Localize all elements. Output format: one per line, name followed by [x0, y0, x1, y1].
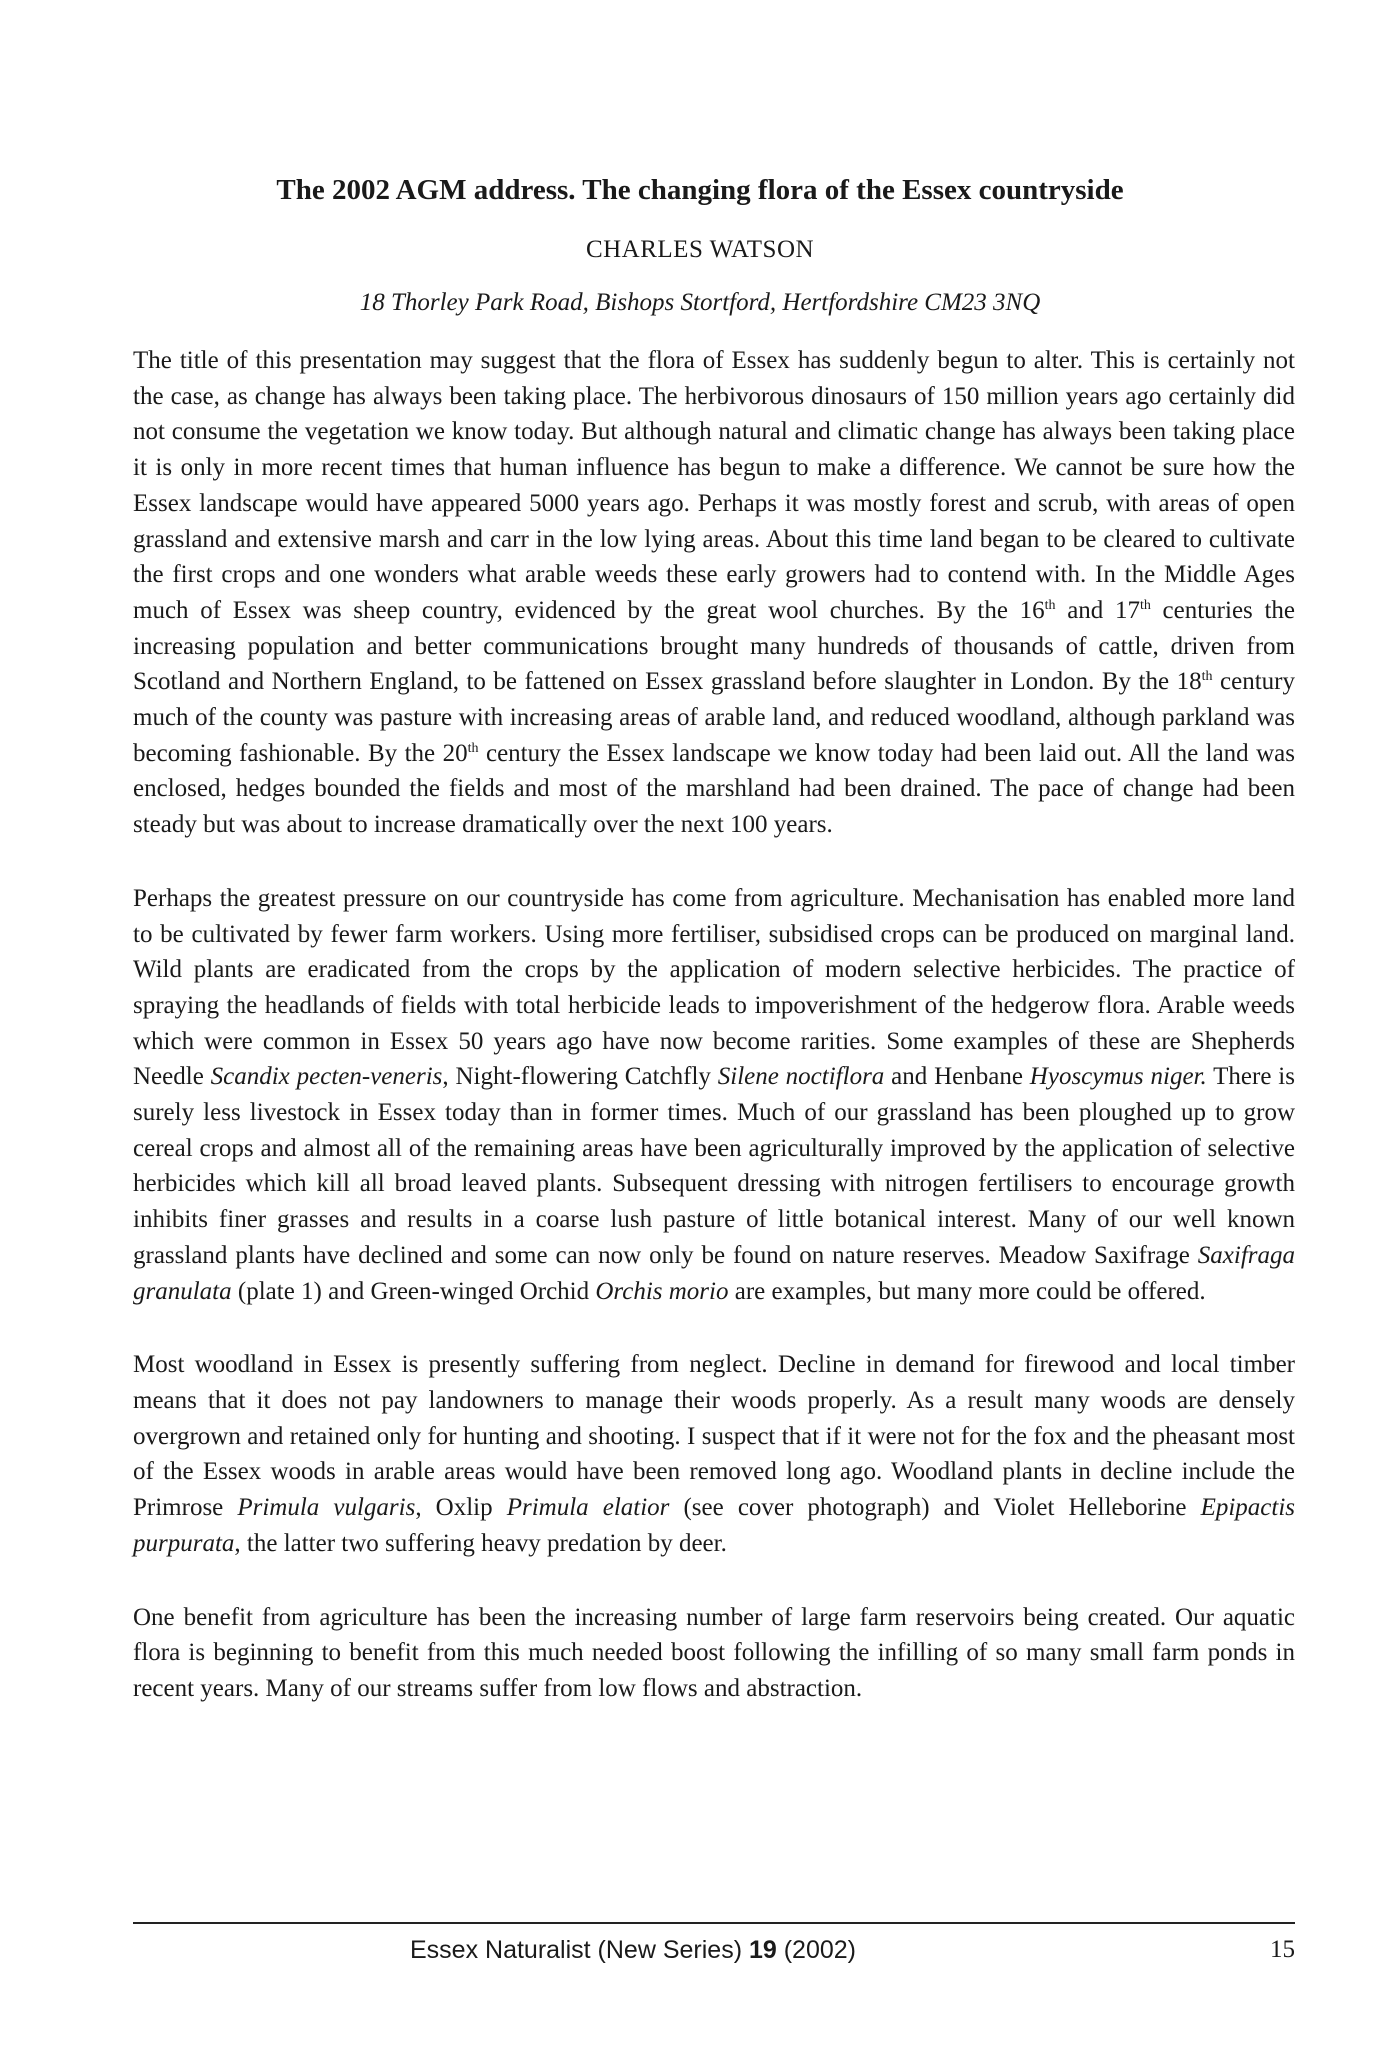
species-name: Primula elatior: [506, 1494, 670, 1522]
text-run: One benefit from agriculture has been the increasing number of large farm reservoirs being created. Our aquatic flora is beginning to benefit from this much needed boost following the infilling of so many small farm ponds in recent years. Many of our streams suffer from low flows and abstraction.: [133, 1603, 1295, 1702]
footer-journal-citation: [133, 1934, 1133, 1966]
text-run: and Henbane: [884, 1063, 1030, 1091]
paragraph: [133, 1600, 1295, 1707]
species-name: Silene noctiflora: [717, 1063, 885, 1091]
text-run: Most woodland in Essex is presently suffering from neglect. Decline in demand for firewood and local timber means that it does not pay landowners to manage their woods properly. As a result many woods are densely overgrown and retained only for hunting and shooting. I suspect that if it were not for the fox and the pheasant most of the Essex woods in arable areas would have been removed long ago. Woodland plants in decline include the Primrose: [133, 1351, 1295, 1522]
author-address: 18 Thorley Park Road, Bishops Stortford, Hertfordshire CM23 3NQ: [359, 289, 1041, 316]
text-run: century the Essex landscape we know today had been laid out. All the land was enclosed, hedges bounded the fields and most of the marshland had been drained. The pace of change had been steady but was about to increase dramatically over the next 100 years.: [133, 739, 1296, 839]
species-name: Scandix pecten-veneris: [210, 1063, 443, 1091]
text-run: (see cover photograph) and Violet Helleborine: [669, 1494, 1201, 1522]
text-run: and 17: [1055, 596, 1140, 624]
text-run: are examples, but many more could be offered.: [728, 1277, 1206, 1305]
species-name: Orchis morio: [595, 1277, 729, 1305]
text-run: , the latter two suffering heavy predation by deer.: [234, 1529, 727, 1557]
text-run: , Night-flowering Catchfly: [442, 1063, 718, 1091]
text-run: Perhaps the greatest pressure on our countryside has come from agriculture. Mechanisation has enabled more land to be cultivated by fewer farm workers. Using more fertiliser, subsidised crops can be produced on marginal land. Wild plants are eradicated from the crops by the application of modern selective herbicides. The practice of spraying the headlands of fields with total herbicide leads to impoverishment of the hedgerow flora. Arable weeds which were common in Essex 50 years ago have now become rarities. Some examples of these are Shepherds Needle: [133, 884, 1295, 1091]
ordinal-superscript: th: [1139, 597, 1151, 613]
journal-volume: 19: [748, 1936, 777, 1964]
paragraph: [133, 1347, 1295, 1561]
journal-year: (2002): [783, 1936, 856, 1964]
text-run: , Oxlip: [415, 1494, 507, 1522]
text-run: The title of this presentation may suggest that the flora of Essex has suddenly begun to alter. This is certainly not the case, as change has always been taking place. The herbivorous dinosaurs of 150 million years ago certainly did not consume the vegetation we know today. But although natural and climatic change has always been taking place it is only in more recent times that human influence has begun to make a difference. We cannot be sure how the Essex landscape would have appeared 5000 years ago. Perhaps it was mostly forest and scrub, with areas of open grassland and extensive marsh and carr in the low lying areas. About this time land began to be cleared to cultivate the first crops and one wonders what arable weeds these early growers had to contend with. In the Middle Ages much of Essex was sheep country, evidenced by the great wool churches. By the 16: [133, 347, 1295, 624]
species-name: Epipactis purpurata: [133, 1494, 1296, 1557]
text-run: There is surely less livestock in Essex today than in former times. Much of our grassland has been ploughed up to grow cereal crops and almost all of the remaining areas have been agriculturally improved by the application of selective herbicides which kill all broad leaved plants. Subsequent dressing with nitrogen fertilisers to encourage growth inhibits finer grasses and results in a coarse lush pasture of little botanical interest. Many of our well known grassland plants have declined and some can now only be found on nature reserves. Meadow Saxifrage: [133, 1063, 1295, 1269]
text-run: (plate 1) and Green-winged Orchid: [231, 1277, 596, 1305]
page-number: 15: [1270, 1936, 1295, 1963]
journal-name: Essex Naturalist (New Series): [409, 1936, 743, 1964]
paragraph: [133, 343, 1295, 843]
paragraph: [133, 881, 1295, 1309]
species-name: Hyoscymus niger.: [1029, 1063, 1207, 1091]
text-run: century much of the county was pasture with increasing areas of arable land, and reduced woodland, although parkland was becoming fashionable. By the 20: [133, 668, 1295, 767]
ordinal-superscript: th: [467, 740, 479, 756]
text-run: centuries the increasing population and better communications brought many hundreds of thousands of cattle, driven from Scotland and Northern England, to be fattened on Essex grassland before slaughter in London. By the 18: [133, 596, 1295, 696]
species-name: Saxifraga granulata: [133, 1241, 1295, 1305]
author-name: CHARLES WATSON: [585, 236, 815, 263]
footer-divider: [133, 1922, 1295, 1924]
article-title: The 2002 AGM address. The changing flora of the Essex countryside: [276, 174, 1124, 206]
ordinal-superscript: th: [1201, 669, 1213, 685]
ordinal-superscript: th: [1044, 597, 1056, 613]
species-name: Primula vulgaris: [237, 1494, 416, 1522]
article-body: [133, 343, 1295, 1745]
